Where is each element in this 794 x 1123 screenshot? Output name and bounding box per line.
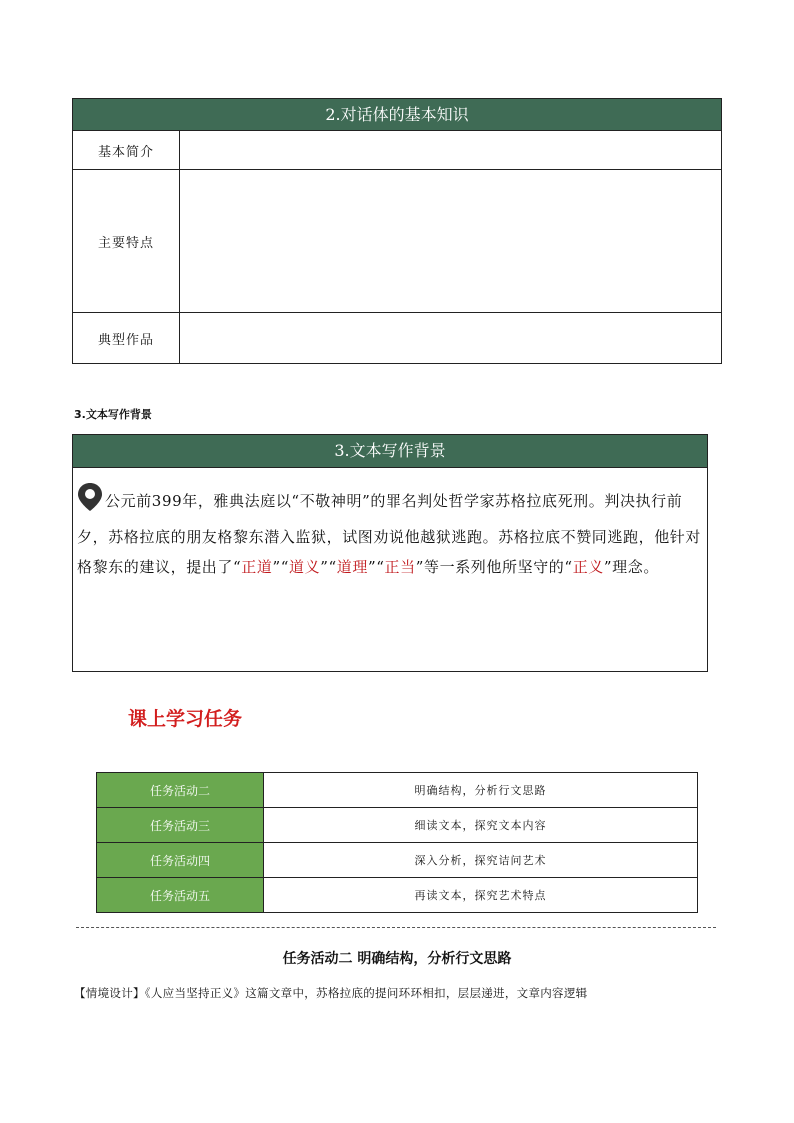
situation-design-text: 【情境设计】《人应当坚持正义》这篇文章中，苏格拉底的提问环环相扣，层层递进，文章内容逻辑 xyxy=(74,986,588,1000)
task-desc: 细读文本，探究文本内容 xyxy=(414,819,547,832)
background-box xyxy=(72,434,708,672)
task-table xyxy=(96,772,698,913)
table-row xyxy=(97,843,697,878)
table-row xyxy=(97,878,697,912)
location-pin-icon xyxy=(77,482,103,522)
row-cell-features[interactable] xyxy=(180,170,721,312)
dialogue-table-title: 2.对话体的基本知识 xyxy=(73,99,721,131)
dialogue-knowledge-table xyxy=(72,98,722,364)
table-row xyxy=(73,170,721,313)
row-label-works: 典型作品 xyxy=(73,313,180,363)
task-name: 任务活动五 xyxy=(97,878,264,912)
highlight-term: 正义 xyxy=(572,558,604,576)
row-label-features: 主要特点 xyxy=(73,170,180,312)
task-name: 任务活动四 xyxy=(97,843,264,877)
task-desc: 深入分析，探究诘问艺术 xyxy=(414,854,547,867)
bg-text-part: ”理念。 xyxy=(603,558,659,576)
task-name: 任务活动三 xyxy=(97,808,264,842)
table-row xyxy=(97,773,697,808)
bg-text-part: ”等一系列他所坚守的“ xyxy=(415,558,573,576)
background-paragraph xyxy=(73,468,705,582)
table-row xyxy=(73,131,721,170)
task-desc: 明确结构，分析行文思路 xyxy=(414,784,547,797)
highlight-term: 道义 xyxy=(289,558,321,576)
bg-text-part: ”“ xyxy=(320,558,337,576)
highlight-term: 正道 xyxy=(241,558,273,576)
task-desc: 再读文本，探究艺术特点 xyxy=(414,889,547,902)
highlight-term: 道理 xyxy=(336,558,368,576)
background-box-title: 3.文本写作背景 xyxy=(73,435,707,468)
task-name: 任务活动二 xyxy=(97,773,264,807)
table-row xyxy=(97,808,697,843)
task-section-title: 课上学习任务 xyxy=(128,708,243,730)
table-row xyxy=(73,313,721,363)
task-subheading: 任务活动二 明确结构，分析行文思路 xyxy=(282,951,512,967)
row-cell-works[interactable] xyxy=(180,313,721,363)
highlight-term: 正当 xyxy=(384,558,416,576)
row-cell-intro[interactable] xyxy=(180,131,721,169)
row-label-intro: 基本简介 xyxy=(73,131,180,169)
dashed-divider xyxy=(76,927,716,928)
section-heading: 3.文本写作背景 xyxy=(74,408,152,421)
bg-text-part: ”“ xyxy=(367,558,385,576)
bg-text-part: 公元前399年，雅典法庭以“不敬神明”的罪名判处哲学家苏格拉底死刑。判决执行前夕，苏格拉底的朋友格黎东潜入监狱，试图劝说他越狱逃跑。苏格拉底不赞同逃跑，他针对格黎东的建议，提出了“ xyxy=(77,492,702,576)
bg-text-part: ”“ xyxy=(272,558,290,576)
